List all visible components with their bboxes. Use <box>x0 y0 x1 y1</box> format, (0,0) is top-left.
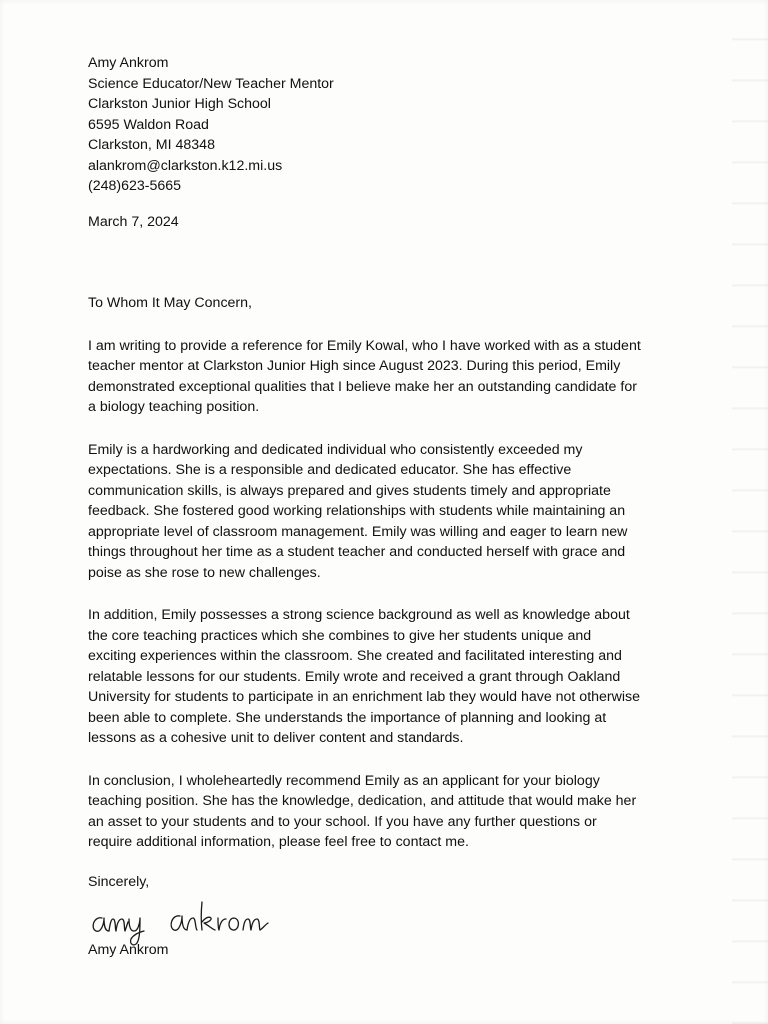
paragraph-line: the core teaching practices which she combines to give her students unique and <box>88 627 592 644</box>
sender-phone: (248)623-5665 <box>88 178 182 194</box>
paragraph-line: In addition, Emily possesses a strong science background as well as knowledge about <box>88 607 630 623</box>
salutation: To Whom It May Concern, <box>88 295 252 311</box>
signer-name: Amy Ankrom <box>88 942 169 958</box>
paragraph-line: feedback. She fostered good working relationships with students while maintaining an <box>88 503 626 519</box>
sender-title: Science Educator/New Teacher Mentor <box>88 75 334 92</box>
paragraph-line: exciting experiences within the classroom. She created and facilitated interesting and <box>88 648 622 664</box>
sender-block <box>88 53 688 197</box>
reference-letter <box>88 53 688 961</box>
sender-school: Clarkston Junior High School <box>88 96 271 112</box>
sender-email: alankrom@clarkston.k12.mi.us <box>88 157 283 174</box>
paragraph-line: University for students to participate in an enrichment lab they would have not otherwise <box>88 689 641 705</box>
paragraph-line: teaching position. She has the knowledge, dedication, and attitude that would make her <box>88 793 637 809</box>
paragraph-line: communication skills, is always prepared and gives students timely and appropriate <box>88 482 611 499</box>
paragraph-background <box>88 605 688 749</box>
paragraph-conclusion <box>88 771 688 853</box>
sender-name: Amy Ankrom <box>88 55 169 71</box>
scan-edge-artifact <box>732 0 768 1024</box>
paragraph-line: demonstrated exceptional qualities that I believe make her an outstanding candidate for <box>88 378 637 395</box>
paragraph-line: expectations. She is a responsible and dedicated educator. She has effective <box>88 462 572 478</box>
paragraph-line: poise as she rose to new challenges. <box>88 564 321 581</box>
paragraph-line: an asset to your students and to your school. If you have any further questions or <box>88 813 597 830</box>
closing: Sincerely, <box>88 873 150 890</box>
paragraph-line: lessons as a cohesive unit to deliver content and standards. <box>88 730 464 746</box>
handwritten-signature <box>88 894 688 946</box>
paragraph-qualities <box>88 440 688 584</box>
paragraph-line: a biology teaching position. <box>88 399 260 415</box>
paragraph-line: Emily is a hardworking and dedicated individual who consistently exceeded my <box>88 441 583 458</box>
letter-date: March 7, 2024 <box>88 213 179 230</box>
paragraph-line: teacher mentor at Clarkston Junior High since August 2023. During this period, Emily <box>88 358 621 374</box>
paragraph-line: been able to complete. She understands the importance of planning and looking at <box>88 709 607 726</box>
paragraph-line: things throughout her time as a student teacher and conducted herself with grace and <box>88 544 626 560</box>
paragraph-line: In conclusion, I wholeheartedly recommend Emily as an applicant for your biology <box>88 772 600 789</box>
paragraph-line: appropriate level of classroom management. Emily was willing and eager to learn new <box>88 523 628 540</box>
paragraph-intro <box>88 336 688 418</box>
paragraph-line: relatable lessons for our students. Emily wrote and received a grant through Oakland <box>88 668 621 685</box>
paragraph-line: I am writing to provide a reference for Emily Kowal, who I have worked with as a student <box>88 337 641 354</box>
paragraph-line: require additional information, please feel free to contact me. <box>88 834 469 850</box>
sender-street: 6595 Waldon Road <box>88 116 209 133</box>
signature-image <box>88 898 338 948</box>
sender-city-state-zip: Clarkston, MI 48348 <box>88 137 215 153</box>
